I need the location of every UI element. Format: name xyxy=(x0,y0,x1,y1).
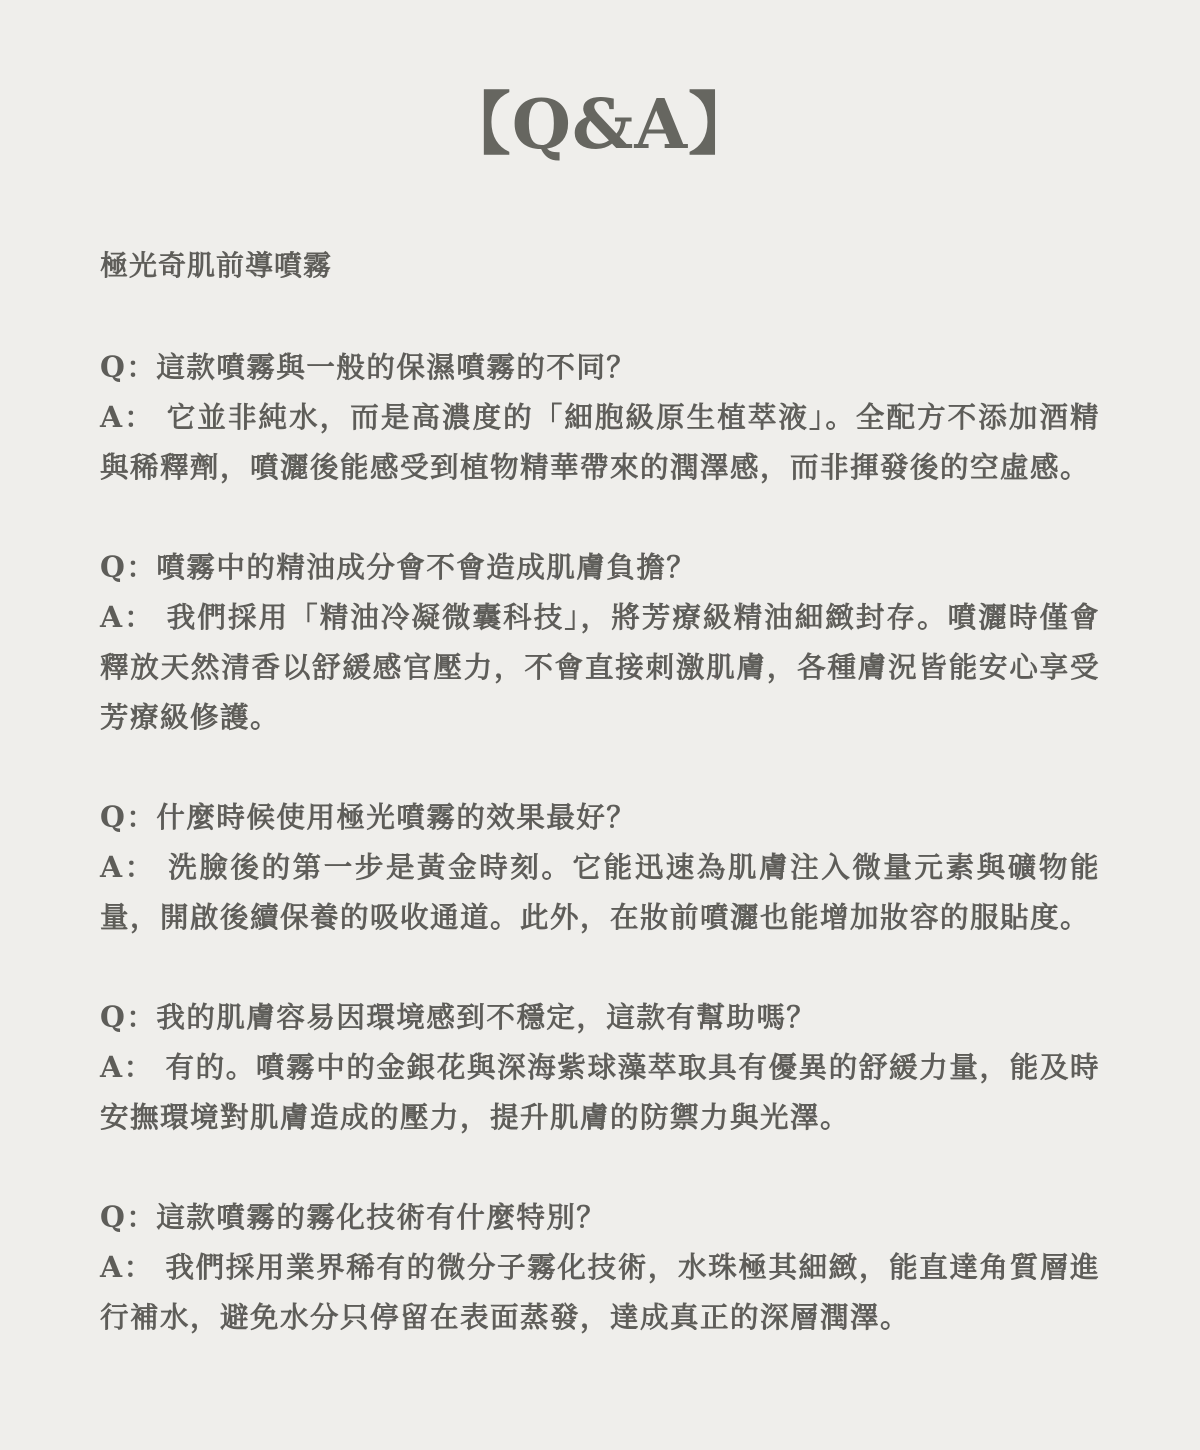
faq-item xyxy=(100,992,1100,1142)
faq-item xyxy=(100,542,1100,742)
answer: A： 我們採用「精油冷凝微囊科技」，將芳療級精油細緻封存。噴灑時僅會釋放天然清香以舒緩感官壓力，不會直接刺激肌膚，各種膚況皆能安心享受芳療級修護。 xyxy=(100,600,1100,734)
page-title: 【Q&A】 xyxy=(442,85,758,165)
answer: A： 有的。噴霧中的金銀花與深海紫球藻萃取具有優異的舒緩力量，能及時安撫環境對肌膚造成的壓力，提升肌膚的防禦力與光澤。 xyxy=(100,1050,1100,1134)
product-name: 極光奇肌前導噴霧 xyxy=(100,249,333,282)
question: Q：我的肌膚容易因環境感到不穩定，這款有幫助嗎？ xyxy=(100,1000,817,1034)
answer: A： 它並非純水，而是高濃度的「細胞級原生植萃液」。全配方不添加酒精與稀釋劑，噴灑後能感受到植物精華帶來的潤澤感，而非揮發後的空虛感。 xyxy=(100,400,1100,484)
question: Q：這款噴霧的霧化技術有什麼特別？ xyxy=(100,1200,607,1234)
faq-item xyxy=(100,342,1100,492)
question: Q：噴霧中的精油成分會不會造成肌膚負擔？ xyxy=(100,550,697,584)
question: Q：什麼時候使用極光噴霧的效果最好？ xyxy=(100,800,637,834)
faq-item xyxy=(100,792,1100,942)
answer: A： 洗臉後的第一步是黃金時刻。它能迅速為肌膚注入微量元素與礦物能量，開啟後續保養的吸收通道。此外，在妝前噴灑也能增加妝容的服貼度。 xyxy=(100,850,1100,934)
answer: A： 我們採用業界稀有的微分子霧化技術，水珠極其細緻，能直達角質層進行補水，避免水分只停留在表面蒸發，達成真正的深層潤澤。 xyxy=(100,1250,1100,1334)
faq-item xyxy=(100,1192,1100,1342)
question: Q：這款噴霧與一般的保濕噴霧的不同？ xyxy=(100,350,637,384)
